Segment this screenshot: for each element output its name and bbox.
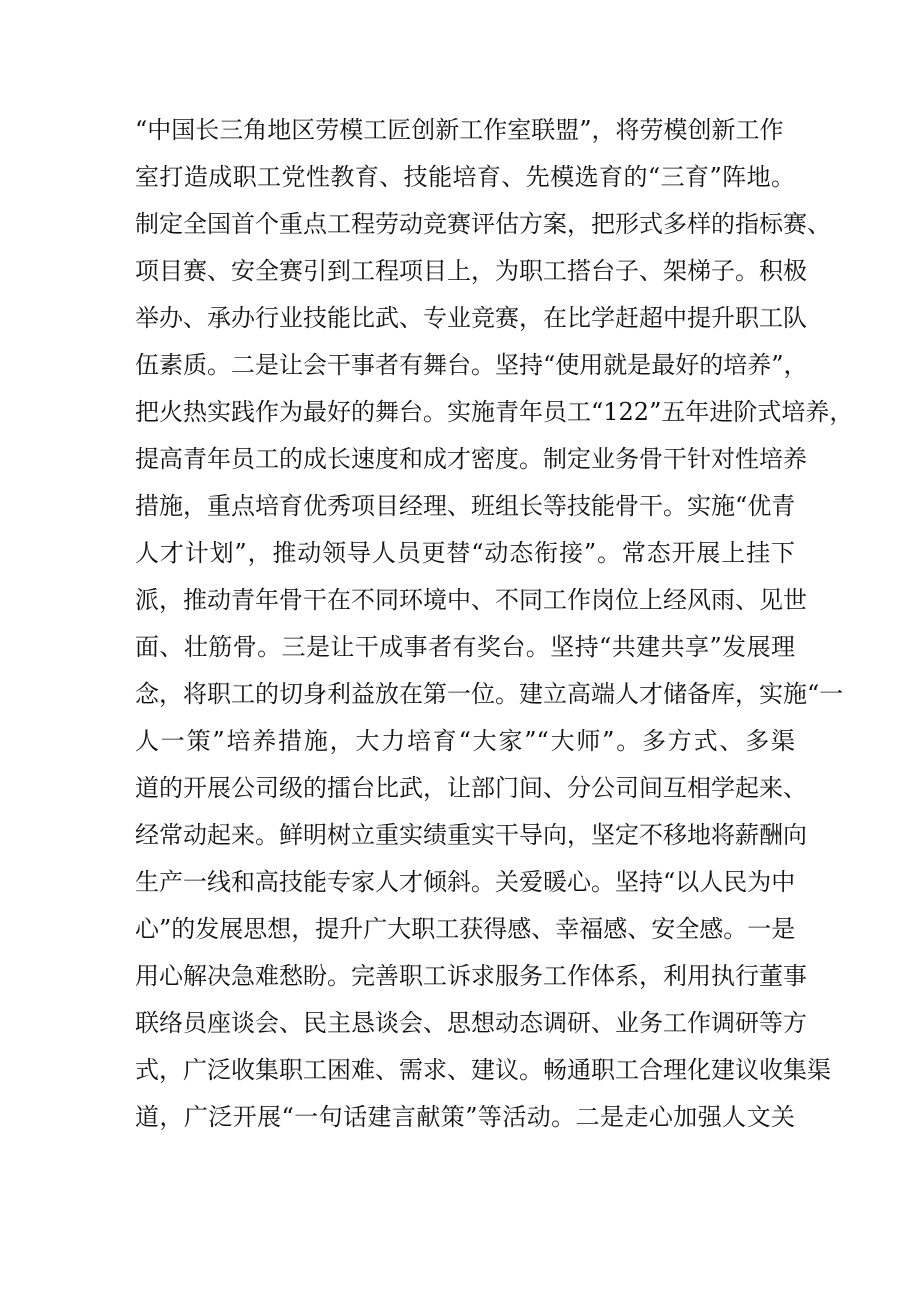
- text-line: 人才计划”，推动领导人员更替“动态衔接”。常态开展上挂下: [135, 539, 795, 567]
- text-line: 把火热实践作为最好的舞台。实施青年员工“122”五年进阶式培养，: [135, 398, 854, 426]
- text-line: 道的开展公司级的擂台比武，让部门间、分公司间互相学起来、: [135, 774, 807, 802]
- text-line: 项目赛、安全赛引到工程项目上，为职工搭台子、架梯子。积极: [135, 257, 807, 285]
- text-line: “中国长三角地区劳模工匠创新工作室联盟”，将劳模创新工作: [135, 116, 784, 144]
- text-line: 人一策”培养措施，大力培育“大家”“大师”。多方式、多渠: [135, 727, 795, 755]
- text-line: 道，广泛开展“一句话建言献策”等活动。二是走心加强人文关: [135, 1103, 795, 1131]
- text-line: 制定全国首个重点工程劳动竞赛评估方案，把形式多样的指标赛、: [135, 210, 831, 238]
- text-line: 举办、承办行业技能比武、专业竞赛，在比学赶超中提升职工队: [135, 304, 807, 332]
- text-line: 用心解决急难愁盼。完善职工诉求服务工作体系，利用执行董事: [135, 962, 807, 990]
- text-line: 室打造成职工党性教育、技能培育、先模选育的“三育”阵地。: [135, 163, 795, 191]
- text-line: 派，推动青年骨干在不同环境中、不同工作岗位上经风雨、见世: [135, 586, 807, 614]
- text-line: 措施，重点培育优秀项目经理、班组长等技能骨干。实施“优青: [135, 492, 796, 520]
- text-line: 提高青年员工的成长速度和成才密度。制定业务骨干针对性培养: [135, 445, 807, 473]
- text-line: 念，将职工的切身利益放在第一位。建立高端人才储备库，实施“一: [135, 680, 844, 708]
- text-line: 伍素质。二是让会干事者有舞台。坚持“使用就是最好的培养”，: [135, 351, 808, 379]
- text-line: 式，广泛收集职工困难、需求、建议。畅通职工合理化建议收集渠: [135, 1056, 831, 1084]
- text-line: 联络员座谈会、民主恳谈会、思想动态调研、业务工作调研等方: [135, 1009, 807, 1037]
- text-line: 经常动起来。鲜明树立重实绩重实干导向，坚定不移地将薪酬向: [135, 821, 807, 849]
- text-line: 生产一线和高技能专家人才倾斜。关爱暖心。坚持“以人民为中: [135, 868, 796, 896]
- text-line: 心”的发展思想，提升广大职工获得感、幸福感、安全感。一是: [135, 915, 796, 943]
- text-line: 面、壮筋骨。三是让干成事者有奖台。坚持“共建共享”发展理: [135, 633, 795, 661]
